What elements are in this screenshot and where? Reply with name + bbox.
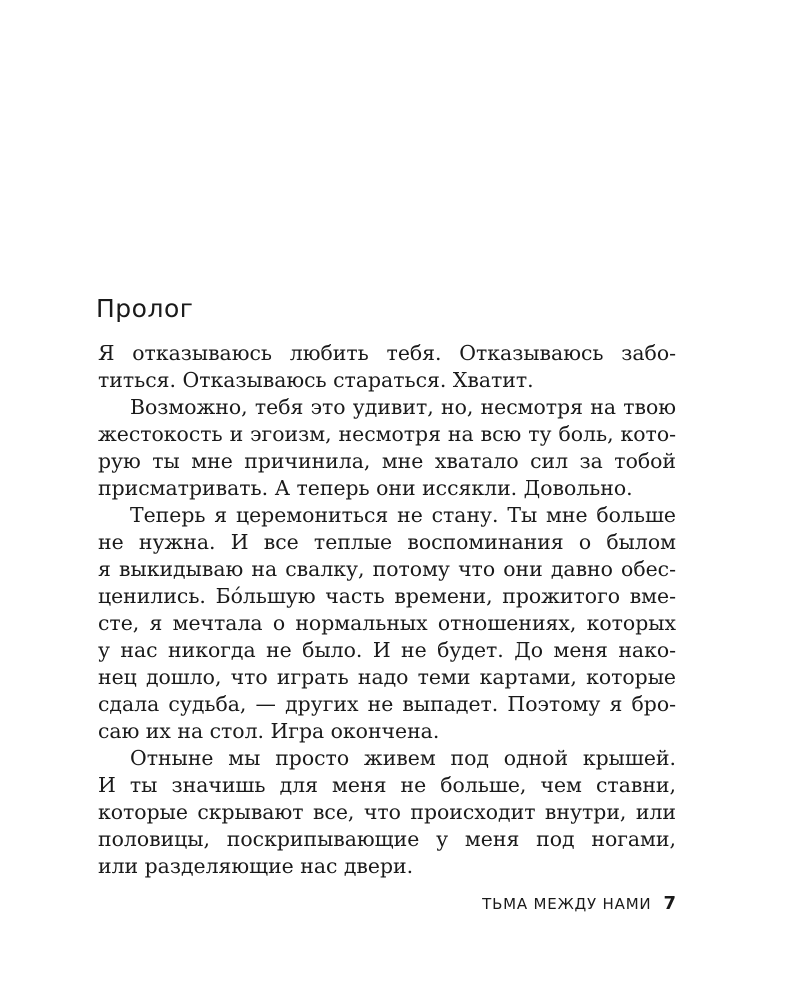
- text-line: Я отказываюсь любить тебя. Отказываюсь забо-: [98, 341, 676, 365]
- text-line: половицы, поскрипывающие у меня под ногами,: [98, 827, 676, 851]
- text-line: сте, я мечтала о нормальных отношениях, которых: [98, 611, 676, 635]
- text-line: рую ты мне причинила, мне хватало сил за тобой: [98, 449, 676, 473]
- text-line: ценились. Бóльшую часть времени, прожитого вме-: [98, 584, 676, 608]
- text-line: Теперь я церемониться не стану. Ты мне больше: [130, 503, 676, 527]
- text-line: Возможно, тебя это удивит, но, несмотря на твою: [130, 395, 676, 419]
- text-line: титься. Отказываюсь стараться. Хватит.: [98, 368, 534, 392]
- text-line: саю их на стол. Игра окончена.: [98, 719, 440, 743]
- text-line: нец дошло, что играть надо теми картами, которые: [98, 665, 676, 689]
- text-line: И ты значишь для меня не больше, чем ставни,: [98, 773, 676, 797]
- text-line: которые скрывают все, что происходит внутри, или: [98, 800, 676, 824]
- text-line: жестокость и эгоизм, несмотря на всю ту боль, кото-: [98, 422, 676, 446]
- chapter-title: Пролог: [96, 294, 194, 323]
- body-text: [98, 340, 676, 880]
- text-line: у нас никогда не было. И не будет. До меня нако-: [98, 638, 676, 662]
- text-line: или разделяющие нас двери.: [98, 854, 414, 878]
- page-footer: [482, 893, 676, 914]
- text-line: Отныне мы просто живем под одной крышей.: [130, 746, 676, 770]
- page-number: 7: [663, 893, 676, 914]
- text-line: сдала судьба, — других не выпадет. Поэтому я бро-: [98, 692, 676, 716]
- text-line: присматривать. А теперь они иссякли. Довольно.: [98, 476, 633, 500]
- text-line: я выкидываю на свалку, потому что они давно обес-: [98, 557, 676, 581]
- running-title: ТЬМА МЕЖДУ НАМИ: [482, 895, 652, 913]
- text-line: не нужна. И все теплые воспоминания о былом: [98, 530, 676, 554]
